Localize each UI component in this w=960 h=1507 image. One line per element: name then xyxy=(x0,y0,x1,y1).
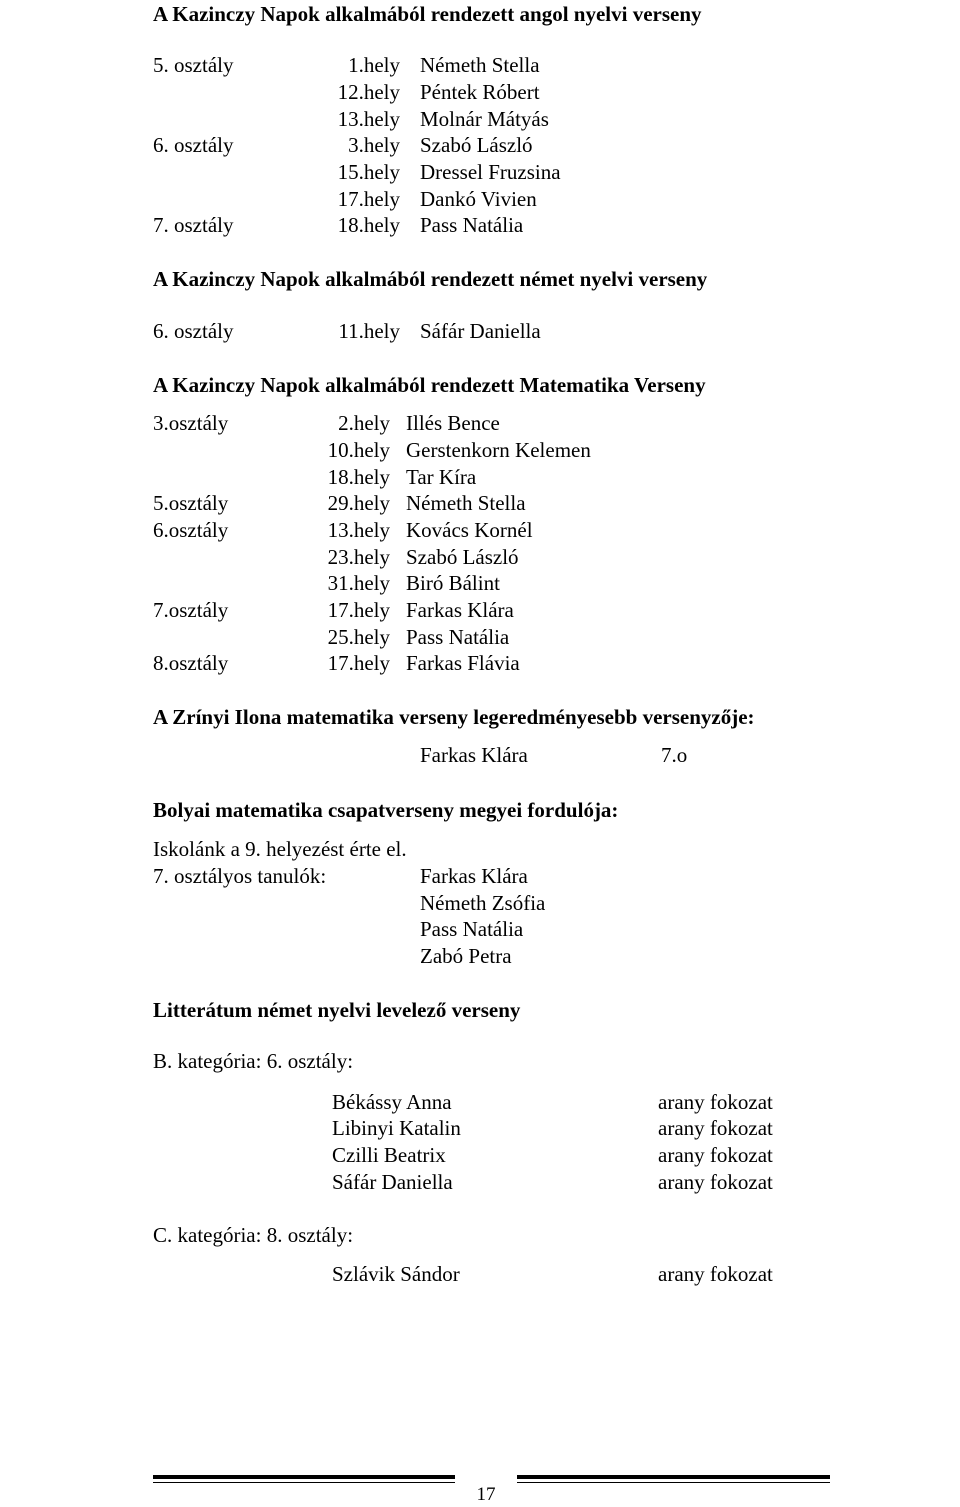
category-b-row-4-name: Sáfár Daniella xyxy=(332,1170,453,1194)
math-row-2-place: 10.hely xyxy=(327,438,390,462)
bolyai-member-2: Németh Zsófia xyxy=(420,891,546,915)
category-b-label: B. kategória: 6. osztály: xyxy=(153,1049,354,1073)
bolyai-label: 7. osztályos tanulók: xyxy=(153,864,327,888)
category-b-row-2-name: Libinyi Katalin xyxy=(332,1116,461,1140)
category-b-row-1-name: Békássy Anna xyxy=(332,1090,452,1114)
footer-rule-left xyxy=(153,1475,455,1479)
english-heading: A Kazinczy Napok alkalmából rendezett angol nyelvi verseny xyxy=(153,2,702,26)
english-row-4-name: Szabó László xyxy=(420,133,533,157)
bolyai-member-1: Farkas Klára xyxy=(420,864,528,888)
category-c-row-1-award: arany fokozat xyxy=(658,1262,773,1286)
english-row-5-place: 15.hely xyxy=(337,160,400,184)
math-row-1-class: 3.osztály xyxy=(153,411,229,435)
math-row-10-name: Farkas Flávia xyxy=(406,651,520,675)
math-row-3-name: Tar Kíra xyxy=(406,465,477,489)
math-row-5-class: 6.osztály xyxy=(153,518,229,542)
english-row-7-class: 7. osztály xyxy=(153,213,234,237)
english-row-3-place: 13.hely xyxy=(337,107,400,131)
english-row-6-name: Dankó Vivien xyxy=(420,187,537,211)
math-row-9-name: Pass Natália xyxy=(406,625,510,649)
math-row-6-place: 23.hely xyxy=(327,545,390,569)
german-row-1-name: Sáfár Daniella xyxy=(420,319,541,343)
math-row-5-place: 13.hely xyxy=(327,518,390,542)
english-row-5-name: Dressel Fruzsina xyxy=(420,160,561,184)
math-row-2-name: Gerstenkorn Kelemen xyxy=(406,438,591,462)
math-row-10-place: 17.hely xyxy=(327,651,390,675)
math-row-7-place: 31.hely xyxy=(327,571,390,595)
category-c-label: C. kategória: 8. osztály: xyxy=(153,1223,354,1247)
english-row-1-place: 1.hely xyxy=(348,53,400,77)
english-row-2-place: 12.hely xyxy=(337,80,400,104)
math-row-4-name: Németh Stella xyxy=(406,491,526,515)
zrinyi-heading: A Zrínyi Ilona matematika verseny legeredményesebb versenyzője: xyxy=(153,705,755,729)
math-row-8-name: Farkas Klára xyxy=(406,598,514,622)
math-row-4-place: 29.hely xyxy=(327,491,390,515)
english-row-2-name: Péntek Róbert xyxy=(420,80,540,104)
english-row-6-place: 17.hely xyxy=(337,187,400,211)
category-b-row-3-name: Czilli Beatrix xyxy=(332,1143,446,1167)
math-row-9-place: 25.hely xyxy=(327,625,390,649)
footer-rule-right xyxy=(517,1475,830,1479)
english-row-7-name: Pass Natália xyxy=(420,213,524,237)
english-row-7-place: 18.hely xyxy=(337,213,400,237)
math-row-8-class: 7.osztály xyxy=(153,598,229,622)
math-row-10-class: 8.osztály xyxy=(153,651,229,675)
math-row-3-place: 18.hely xyxy=(327,465,390,489)
page-number: 17 xyxy=(476,1484,496,1505)
english-row-1-class: 5. osztály xyxy=(153,53,234,77)
bolyai-member-3: Pass Natália xyxy=(420,917,524,941)
category-b-row-2-award: arany fokozat xyxy=(658,1116,773,1140)
footer-rule-left-thin xyxy=(153,1482,455,1483)
category-b-row-4-award: arany fokozat xyxy=(658,1170,773,1194)
english-row-4-place: 3.hely xyxy=(348,133,400,157)
german-row-1-place: 11.hely xyxy=(338,319,400,343)
category-c-row-1-name: Szlávik Sándor xyxy=(332,1262,460,1286)
german-heading: A Kazinczy Napok alkalmából rendezett német nyelvi verseny xyxy=(153,267,708,291)
bolyai-result: Iskolánk a 9. helyezést érte el. xyxy=(153,837,407,861)
category-b-row-1-award: arany fokozat xyxy=(658,1090,773,1114)
bolyai-heading: Bolyai matematika csapatverseny megyei fordulója: xyxy=(153,798,619,822)
footer-rule-right-thin xyxy=(517,1482,830,1483)
math-row-6-name: Szabó László xyxy=(406,545,519,569)
math-row-7-name: Biró Bálint xyxy=(406,571,500,595)
german-row-1-class: 6. osztály xyxy=(153,319,234,343)
bolyai-member-4: Zabó Petra xyxy=(420,944,512,968)
math-row-4-class: 5.osztály xyxy=(153,491,229,515)
math-row-8-place: 17.hely xyxy=(327,598,390,622)
math-heading: A Kazinczy Napok alkalmából rendezett Matematika Verseny xyxy=(153,373,706,397)
math-row-1-place: 2.hely xyxy=(338,411,390,435)
math-row-5-name: Kovács Kornél xyxy=(406,518,533,542)
category-b-row-3-award: arany fokozat xyxy=(658,1143,773,1167)
zrinyi-class: 7.o xyxy=(661,743,688,767)
litteratum-heading: Litterátum német nyelvi levelező verseny xyxy=(153,998,521,1022)
english-row-4-class: 6. osztály xyxy=(153,133,234,157)
english-row-3-name: Molnár Mátyás xyxy=(420,107,549,131)
english-row-1-name: Németh Stella xyxy=(420,53,540,77)
math-row-1-name: Illés Bence xyxy=(406,411,500,435)
zrinyi-name: Farkas Klára xyxy=(420,743,528,767)
